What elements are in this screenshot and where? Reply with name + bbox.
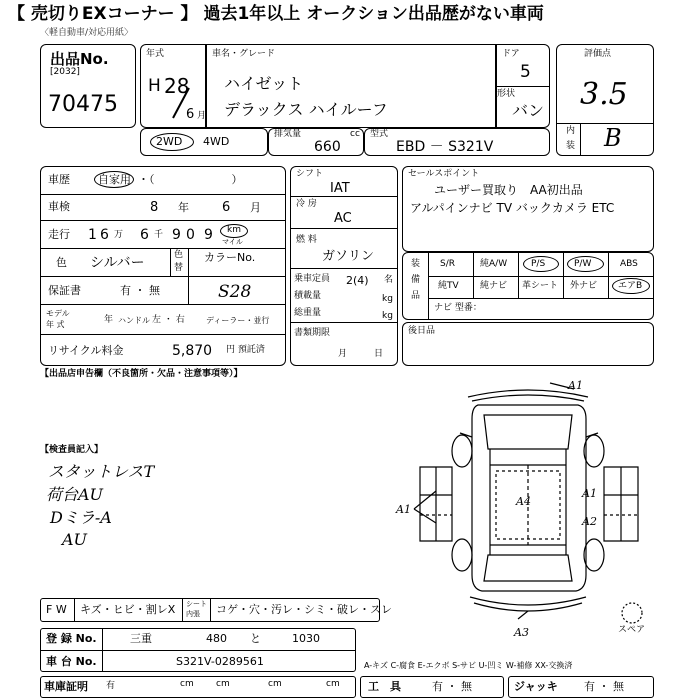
spare-label: スペア — [618, 625, 646, 635]
color-change-2: 替 — [174, 263, 184, 273]
reg-kana: と — [250, 632, 261, 645]
recycle-unit: 円 預託済 — [226, 345, 265, 355]
cert-unit-1: 有 — [106, 681, 116, 691]
history-rest: ・（ ） — [138, 173, 243, 186]
handle-value: 左 ・ 右 — [152, 315, 185, 325]
seat-items: コゲ・穴・汚レ・シミ・破レ・スレ — [216, 603, 392, 616]
recycle-label: リサイクル料金 — [48, 344, 124, 357]
year-label: 年式 — [146, 49, 165, 59]
damage-label-right-1: A1 — [582, 487, 597, 500]
car-grade: デラックス ハイルーフ — [224, 100, 388, 119]
inspector-note-3: Dミラ-A — [50, 508, 112, 527]
cooling-value: AC — [334, 211, 352, 226]
inspector-note-2: 荷台AU — [46, 485, 104, 504]
reg-number: 1030 — [292, 632, 320, 645]
cert-unit-4: cm — [268, 679, 282, 689]
inspection-year: 8 — [150, 200, 159, 215]
car-label: 車名・グレード — [212, 49, 276, 59]
legend: A-キズ C-腐食 E-エクボ S-サビ U-凹ミ W-補修 XX-交換済 — [364, 661, 573, 670]
chassis-value: S321V-0289561 — [176, 655, 264, 668]
equip-sr: S/R — [440, 259, 455, 269]
fw-label: F W — [46, 603, 67, 616]
inspector-note-1: スタットレスT — [48, 462, 155, 481]
damage-label-rear: A3 — [514, 626, 529, 639]
tool-label: 工 具 — [368, 680, 401, 693]
jack-value: 有 ・ 無 — [584, 680, 624, 693]
car-diagram — [400, 375, 670, 637]
drive-2wd: 2WD — [156, 135, 183, 148]
reg-place: 三重 — [130, 632, 152, 645]
recycle-value: 5,870 — [172, 343, 213, 359]
history-label: 車歴 — [48, 173, 70, 186]
cert-unit-3: cm — [216, 679, 230, 689]
inspection-year-unit: 年 — [178, 201, 189, 214]
disp-label: 排気量 — [274, 129, 302, 139]
shape-label: 形状 — [497, 89, 516, 99]
jack-label: ジャッキ — [514, 680, 558, 693]
damage-label-right-2: A2 — [582, 515, 597, 528]
damage-label-left: A1 — [396, 503, 411, 516]
interior-label-2: 装 — [566, 141, 576, 151]
fuel-value: ガソリン — [322, 249, 375, 264]
model-label: 型式 — [370, 129, 389, 139]
warranty-value: 有 ・ 無 — [120, 284, 160, 297]
score-value: 3.5 — [580, 77, 628, 112]
mileage-unit-mile: マイル — [222, 238, 243, 246]
cert-unit-2: cm — [180, 679, 194, 689]
car-name: ハイゼット — [224, 74, 304, 93]
dealer-label: ディーラー・並行 — [206, 316, 270, 325]
seat-label-2: 内張 — [186, 610, 200, 618]
color-no-value: S28 — [218, 282, 252, 302]
color-value: シルバー — [90, 255, 145, 271]
inspector-label: 【検査員記入】 — [40, 445, 104, 455]
year-era: H — [148, 76, 161, 96]
inspection-label: 車検 — [48, 200, 70, 213]
shape-value: バン — [512, 101, 545, 120]
mileage-f: 9 — [204, 227, 213, 243]
seat-label-1: シート — [186, 600, 207, 608]
equip-label-1: 装 — [411, 259, 421, 269]
reg-label: 登 録 No. — [46, 632, 97, 645]
year-month: 6 — [186, 107, 195, 122]
seller-report-label: 【出品店申告欄（不良箇所・欠品・注意事項等）】 — [40, 369, 243, 379]
left-spec-box — [40, 166, 286, 366]
navi-label: ナビ 型番： — [434, 303, 482, 313]
disp-unit: cc — [350, 129, 360, 139]
cooling-label: 冷 房 — [296, 199, 317, 209]
tool-value: 有 ・ 無 — [432, 680, 472, 693]
lot-number: 70475 — [48, 92, 118, 117]
doors-value: 5 — [520, 62, 531, 82]
mileage-b: 6 — [100, 227, 109, 243]
load-label: 積載量 — [294, 291, 322, 301]
interior-value: B — [604, 124, 622, 152]
equip-aw: 純A/W — [480, 259, 508, 269]
sales-line-1: ユーザー買取り AA初出品 — [434, 183, 583, 197]
cert-label: 車庫証明 — [44, 680, 88, 693]
equip-tv: 純TV — [438, 281, 459, 291]
after-label: 後日品 — [408, 326, 436, 336]
load-unit: kg — [382, 294, 393, 304]
mileage-label: 走行 — [48, 228, 70, 241]
equip-airbag: エアB — [618, 281, 643, 291]
interior-label-1: 内 — [566, 126, 576, 136]
reg-class: 480 — [206, 632, 227, 645]
inspector-note-4: AU — [62, 530, 88, 549]
handle-label: ハンドル — [118, 316, 150, 325]
doc-unit: 月 日 — [338, 349, 384, 359]
shift-value: IAT — [330, 181, 350, 196]
sales-line-2: アルパインナビ TV バックカメラ ETC — [410, 201, 615, 215]
weight-label: 総重量 — [294, 308, 322, 318]
mileage-unit-man: 万 — [114, 230, 124, 240]
lot-tag: [2032] — [50, 67, 80, 77]
equip-extnavi: 外ナビ — [570, 281, 598, 291]
equip-label-3: 品 — [411, 291, 421, 301]
banner: 【 売切りEXコーナー 】 過去1年以上 オークション出品歴がない車両 — [8, 4, 544, 24]
damage-label-roof: A4 — [516, 495, 531, 508]
history-value: 自家用 — [98, 173, 131, 186]
equip-navi: 純ナビ — [480, 281, 508, 291]
mileage-c: 6 — [140, 227, 149, 243]
model-year-unit: 年 — [104, 315, 114, 325]
capacity-label: 乗車定員 — [294, 274, 331, 284]
equip-label-2: 備 — [411, 275, 421, 285]
model-year-label-2: 年 式 — [46, 320, 65, 329]
model-value: EBD － S321V — [396, 139, 494, 155]
shift-label: シフト — [296, 169, 324, 179]
model-year-label-1: モデル — [46, 309, 70, 318]
inspection-month: 6 — [222, 200, 231, 215]
top-note: 〈軽自動車/対応用紙〉 — [40, 28, 134, 38]
fw-items: キズ・ヒビ・割レX — [80, 603, 176, 616]
mileage-d: 9 — [172, 227, 181, 243]
score-label: 評価点 — [584, 49, 612, 59]
equip-ps: P/S — [531, 259, 546, 269]
capacity-unit: 名 — [384, 275, 394, 285]
mileage-unit-km: km — [227, 225, 241, 235]
doors-label: ドア — [502, 49, 520, 59]
inspection-month-unit: 月 — [250, 201, 261, 214]
equip-abs: ABS — [620, 259, 638, 269]
disp-value: 660 — [314, 139, 341, 155]
year-value: 28 — [164, 74, 190, 98]
doc-label: 書類期限 — [294, 328, 331, 338]
weight-unit: kg — [382, 311, 393, 321]
mileage-e: 0 — [186, 227, 195, 243]
damage-label-front: A1 — [568, 379, 583, 392]
drive-4wd: 4WD — [203, 135, 230, 148]
fuel-label: 燃 料 — [296, 235, 317, 245]
chassis-label: 車 台 No. — [46, 655, 97, 668]
year-month-unit: 月 — [197, 111, 207, 121]
equip-leather: 革シート — [522, 281, 559, 291]
color-no-label: カラーNo. — [204, 251, 256, 264]
color-label: 色 — [56, 256, 67, 269]
lot-label: 出品No. — [50, 50, 109, 68]
mileage-a: 1 — [88, 227, 97, 243]
mileage-unit-sen: 千 — [154, 230, 164, 240]
cert-unit-5: cm — [326, 679, 340, 689]
sales-label: セールスポイント — [408, 169, 480, 179]
after-box — [402, 322, 654, 366]
color-change-1: 色 — [174, 250, 184, 260]
warranty-label: 保証書 — [48, 284, 81, 297]
capacity-value: 2(4) — [346, 274, 369, 287]
equip-pw: P/W — [574, 259, 592, 269]
